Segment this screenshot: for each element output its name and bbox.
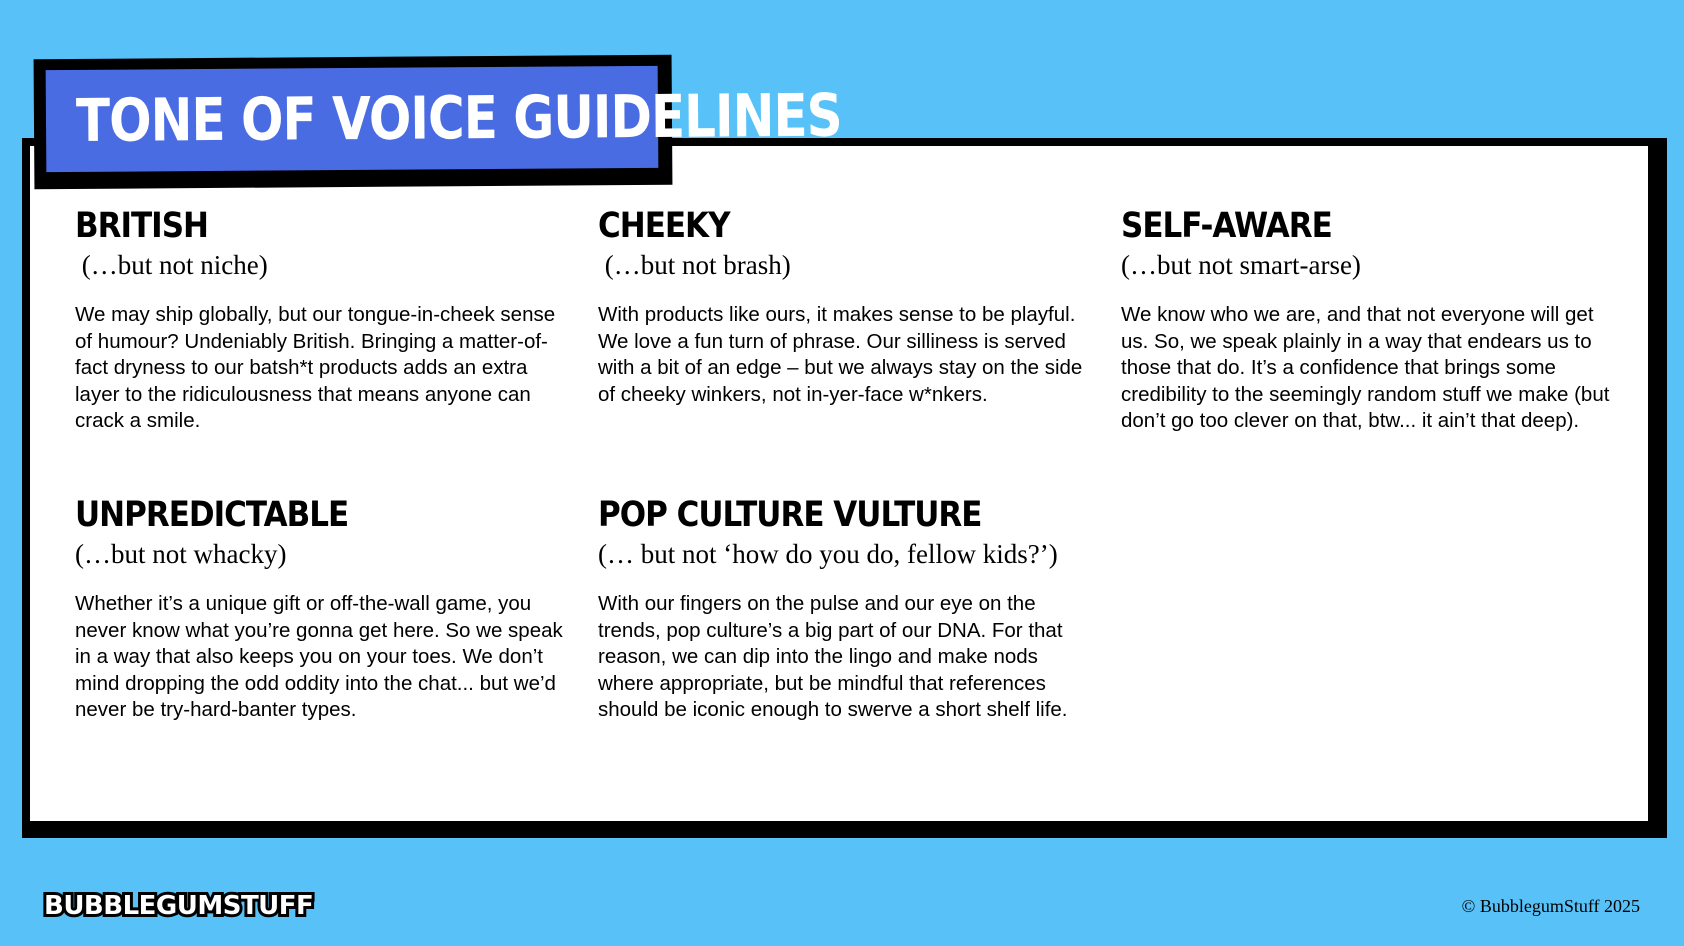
- section-cheeky: [598, 206, 1088, 408]
- section-body: Whether it’s a unique gift or off-the-wall game, you never know what you’re gonna get here. So we speak in a way that also keeps you on your toes. We don’t mind dropping the odd oddity into the chat... but we’d never be try-hard-banter types.: [75, 592, 563, 721]
- section-british: [75, 206, 565, 435]
- section-heading: SELF-AWARE: [1121, 205, 1332, 247]
- section-unpredictable: [75, 495, 565, 724]
- section-self-aware: [1121, 206, 1611, 435]
- page-title: TONE OF VOICE GUIDELINES: [75, 81, 842, 156]
- section-heading: CHEEKY: [598, 205, 730, 247]
- section-body: With products like ours, it makes sense to be playful. We love a fun turn of phrase. Our silliness is served with a bit of an edge – but we always stay on the side of cheeky winkers, not in-yer-face w*nkers.: [598, 303, 1083, 406]
- section-heading: BRITISH: [75, 205, 208, 247]
- section-body: With our fingers on the pulse and our eye on the trends, pop culture’s a big part of our DNA. For that reason, we can dip into the lingo and make nods where appropriate, but be mindful that references should be iconic enough to swerve a short shelf life.: [598, 592, 1068, 721]
- section-pop-culture-vulture: [598, 495, 1088, 724]
- section-subheading: (…but not niche): [75, 250, 268, 280]
- section-subheading: (…but not whacky): [75, 539, 287, 569]
- brand-logo: BUBBLEGUMSTUFF: [44, 891, 314, 921]
- title-banner: [46, 66, 842, 172]
- section-subheading: (…but not brash): [598, 250, 791, 280]
- section-heading: POP CULTURE VULTURE: [598, 494, 982, 536]
- section-body: We may ship globally, but our tongue-in-cheek sense of humour? Undeniably British. Bringing a matter-of-fact dryness to our batsh*t products adds an extra layer to the ridiculousness that means anyone can crack a smile.: [75, 303, 556, 432]
- section-body: We know who we are, and that not everyone will get us. So, we speak plainly in a way that endears us to those that do. It’s a confidence that brings some credibility to the seemingly random stuff we make (but don’t go too clever on that, btw... it ain’t that deep).: [1121, 303, 1610, 432]
- section-heading: UNPREDICTABLE: [75, 494, 349, 536]
- section-subheading: (…but not smart-arse): [1121, 250, 1361, 280]
- section-subheading: (… but not ‘how do you do, fellow kids?’): [598, 539, 1058, 569]
- copyright-text: © BubblegumStuff 2025: [1461, 896, 1640, 916]
